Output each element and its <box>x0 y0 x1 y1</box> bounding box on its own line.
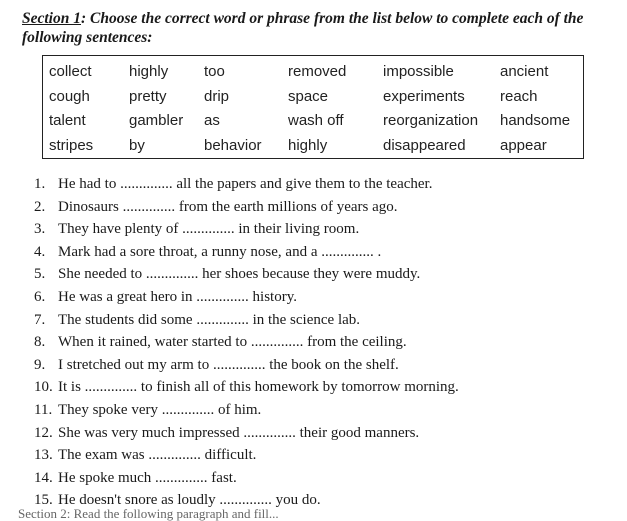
word-bank-cell: highly <box>288 137 328 154</box>
question-text: They spoke very .............. of him. <box>58 401 262 418</box>
question-text: Mark had a sore throat, a runny nose, and a .............. . <box>58 243 382 260</box>
word-bank-cell: space <box>288 88 329 105</box>
question-number: 2. <box>34 198 46 215</box>
question-text: He had to .............. all the papers and give them to the teacher. <box>58 176 433 192</box>
question-number: 14. <box>34 469 53 486</box>
question-text: They have plenty of .............. in their living room. <box>58 221 360 238</box>
word-bank-cell: talent <box>49 112 86 129</box>
question-text: The exam was .............. difficult. <box>58 447 257 464</box>
question-item <box>34 309 459 332</box>
question-item <box>34 376 459 399</box>
word-bank-table <box>42 55 584 159</box>
question-item <box>34 263 459 286</box>
question-item <box>34 218 459 241</box>
question-number: 6. <box>34 288 46 305</box>
word-bank-cell: reorganization <box>383 112 479 129</box>
question-item <box>34 241 459 264</box>
question-text: When it rained, water started to .............. from the ceiling. <box>58 334 407 351</box>
question-item <box>34 399 459 422</box>
word-bank-cell: appear <box>500 137 547 154</box>
word-bank-cell: reach <box>500 88 538 105</box>
question-number: 7. <box>34 311 46 328</box>
question-item <box>34 173 459 196</box>
question-number: 15. <box>34 492 53 509</box>
word-bank-cell: removed <box>288 63 347 80</box>
question-number: 11. <box>34 401 53 418</box>
question-text: I stretched out my arm to .............. the book on the shelf. <box>58 356 399 373</box>
section-heading <box>22 9 612 47</box>
word-bank-cell: too <box>204 63 225 80</box>
word-bank-cell: stripes <box>49 137 94 154</box>
word-bank-grid <box>43 56 583 158</box>
word-bank-cell: impossible <box>383 63 454 80</box>
question-number: 10. <box>34 379 53 396</box>
question-item <box>34 286 459 309</box>
section-label: Section 1 <box>22 10 81 27</box>
question-list <box>34 173 459 512</box>
question-item <box>34 422 459 445</box>
word-bank-cell: behavior <box>204 137 262 154</box>
question-item <box>34 444 459 467</box>
word-bank-cell: disappeared <box>383 137 466 154</box>
question-text: It is .............. to finish all of this homework by tomorrow morning. <box>58 379 459 396</box>
word-bank-cell: gambler <box>129 112 184 129</box>
question-text: She was very much impressed .............. their good manners. <box>58 424 420 441</box>
word-bank-cell: ancient <box>500 63 549 80</box>
word-bank-cell: wash off <box>288 112 344 129</box>
word-bank-cell: as <box>204 112 220 129</box>
question-item <box>34 354 459 377</box>
question-number: 13. <box>34 447 53 464</box>
section-instructions: : Choose the correct word or phrase from the list below to complete each of the following sentences: <box>22 10 584 46</box>
question-item <box>34 331 459 354</box>
word-bank-cell: drip <box>204 88 230 105</box>
question-number: 1. <box>34 176 46 192</box>
question-text: He spoke much .............. fast. <box>58 469 237 486</box>
question-item <box>34 467 459 490</box>
word-bank-cell: highly <box>129 63 169 80</box>
question-number: 5. <box>34 266 46 283</box>
question-text: Dinosaurs .............. from the earth millions of years ago. <box>58 198 398 215</box>
question-text: The students did some .............. in the science lab. <box>58 311 361 328</box>
question-number: 9. <box>34 356 46 373</box>
question-number: 4. <box>34 243 46 260</box>
question-number: 12. <box>34 424 53 441</box>
question-item <box>34 196 459 219</box>
question-number: 3. <box>34 221 46 238</box>
word-bank-cell: handsome <box>500 112 571 129</box>
word-bank-cell: by <box>129 137 145 154</box>
word-bank-cell: experiments <box>383 88 465 105</box>
next-section-cutoff: Section 2: Read the following paragraph and fill... <box>18 506 279 521</box>
word-bank-cell: pretty <box>129 88 167 105</box>
question-text: He was a great hero in .............. history. <box>58 288 297 305</box>
word-bank-cell: collect <box>49 63 92 80</box>
question-number: 8. <box>34 334 46 351</box>
question-text: He doesn't snore as loudly .............. you do. <box>58 492 321 509</box>
word-bank-cell: cough <box>49 88 90 105</box>
question-text: She needed to .............. her shoes because they were muddy. <box>58 266 421 283</box>
